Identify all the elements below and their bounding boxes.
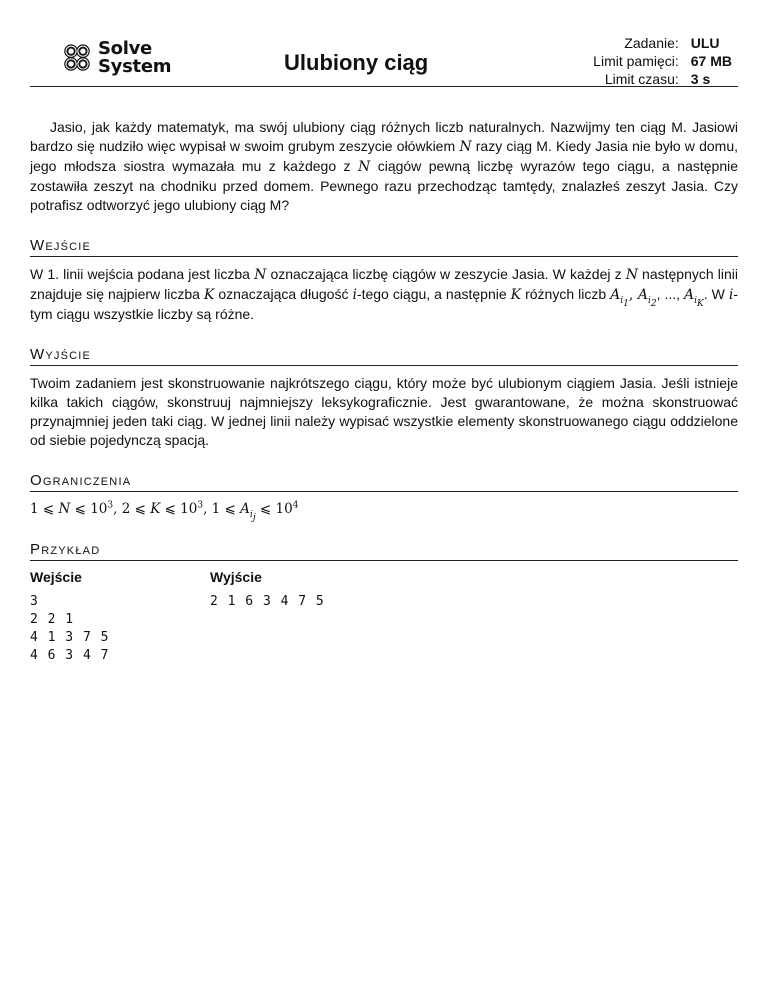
math-var: N <box>459 139 472 155</box>
math-var: A <box>637 287 648 303</box>
text: W 1. linii wejścia podana jest liczba <box>30 266 255 282</box>
example-output-line: 2 1 6 3 4 7 5 <box>210 594 325 609</box>
math-var: K <box>203 287 215 303</box>
example-output <box>210 569 390 665</box>
example-input-line: 4 6 3 4 7 <box>30 648 110 663</box>
meta-label: Zadanie: <box>624 35 679 51</box>
meta-value: 67 MB <box>690 53 732 69</box>
text: oznaczająca długość <box>214 286 353 302</box>
text: następnych linii znajduje się najpierw liczba <box>30 266 738 302</box>
text: razy ciąg M. Kiedy Jasia nie było w domu, jego młodsza siostra wymazała mu z każdego z <box>30 138 739 174</box>
meta-row-task <box>593 34 732 52</box>
text: Jasio, jak każdy matematyk, ma swój ulubiony ciąg różnych liczb naturalnych. Nazwijmy ten ciąg M. Jasiowi bardzo się nudziło więc wypisał w swoim grubym zeszycie ołówkiem <box>30 119 738 154</box>
constraints-heading: Ograniczenia <box>30 472 738 492</box>
example-input-line: 2 2 1 <box>30 612 75 627</box>
subsub: 1 <box>623 298 629 309</box>
math-var: A <box>610 287 621 303</box>
example-block <box>30 569 738 665</box>
page-header <box>30 28 738 86</box>
intro-paragraph <box>30 118 738 215</box>
meta-label: Limit czasu: <box>604 71 679 87</box>
meta-value: ULU <box>690 35 720 51</box>
text: -tym ciągu wszystkie liczby są różne. <box>30 286 738 322</box>
sub: i <box>249 509 253 520</box>
meta-label: Limit pamięci: <box>593 53 679 69</box>
task-meta <box>593 34 732 88</box>
exponent: 3 <box>107 500 114 511</box>
math-var: N <box>254 267 267 283</box>
text: ⩽ 10 <box>255 501 293 517</box>
math-seq-ak <box>684 287 704 309</box>
input-heading: Wejście <box>30 237 738 257</box>
output-paragraph: Twoim zadaniem jest skonstruowanie najkrótszego ciągu, który może być ulubionym ciągiem Jasia. Jeśli istnieje kilka takich ciągów, skonstruuj najmniejszy leksykograficznie. Jest gwarantowane, że można skonstruować przynajmniej jeden taki ciąg. W jednej linii należy wypisać wszystkie elementy skonstruowanego ciągu oddzielone od siebie pojedynczą spacją. <box>30 375 738 448</box>
sub: i <box>694 295 698 306</box>
math-seq-a1 <box>610 287 629 309</box>
text: ⩽ 10 <box>70 501 108 517</box>
subsub: j <box>252 512 256 523</box>
text: 1 ⩽ <box>30 501 59 517</box>
example-input-line: 4 1 3 7 5 <box>30 630 110 645</box>
solve-system-logo <box>60 40 171 76</box>
problem-statement <box>30 118 738 665</box>
example-heading: Przykład <box>30 541 738 561</box>
math-var: N <box>58 501 71 517</box>
header-divider <box>30 86 738 87</box>
text: ciągów pewną liczbę wyrazów tego ciągu, a następnie zostawiła zeszyt na chodniku przed domem. Pewnego razu przechodząc tamtędy, znalazłeś zeszyt Jasia. Czy potrafisz odtworzyć jego ulubiony ciąg M? <box>30 158 739 213</box>
math-var: N <box>358 159 371 175</box>
subsub: K <box>697 298 704 309</box>
exponent: 3 <box>197 500 204 511</box>
sub: i <box>620 295 624 306</box>
logo-line-1: Solve <box>98 38 152 59</box>
text: ⩽ 10 <box>160 501 198 517</box>
text: , 1 ⩽ <box>203 501 241 517</box>
meta-value: 3 s <box>690 71 711 87</box>
math-var: A <box>240 501 250 517</box>
sub: i <box>647 295 651 306</box>
example-input <box>30 569 210 665</box>
math-var: K <box>510 287 522 303</box>
text: , ..., <box>656 286 685 302</box>
text: -tego ciągu, a następnie <box>356 286 511 302</box>
math-var: A <box>684 287 695 303</box>
meta-row-memory <box>593 52 732 70</box>
text: . W <box>703 286 729 302</box>
page-title: Ulubiony ciąg <box>284 50 429 75</box>
input-paragraph: W 1. linii wejścia podana jest liczba N oznaczająca liczbę ciągów w zeszycie Jasia. W każdej z N następnych linii znajduje się najpierw liczba K oznaczająca długość i-tego ciągu, a następnie K różnych liczb $A_{i_1}$, $A_{i_2}$, ..., $A_{i_K}$. W i-tym ciągu wszystkie liczby są różne. <box>30 266 738 322</box>
math-var: i <box>352 287 357 303</box>
math-var: N <box>625 267 638 283</box>
text: , 2 ⩽ <box>113 501 151 517</box>
gears-icon <box>60 41 94 75</box>
example-output-label: Wyjście <box>210 569 262 585</box>
exponent: 4 <box>292 500 299 511</box>
example-input-label: Wejście <box>30 569 82 585</box>
math-seq-a2 <box>637 287 657 309</box>
subsub: 2 <box>650 298 657 309</box>
output-heading: Wyjście <box>30 346 738 366</box>
text: oznaczająca liczbę ciągów w zeszycie Jasia. W każdej z <box>266 266 626 282</box>
constraints-line <box>30 500 738 523</box>
math-var: i <box>728 287 734 303</box>
logo-line-2: System <box>98 56 172 77</box>
text: różnych liczb <box>521 286 611 302</box>
math-var: K <box>150 501 161 517</box>
example-input-line: 3 <box>30 594 39 609</box>
